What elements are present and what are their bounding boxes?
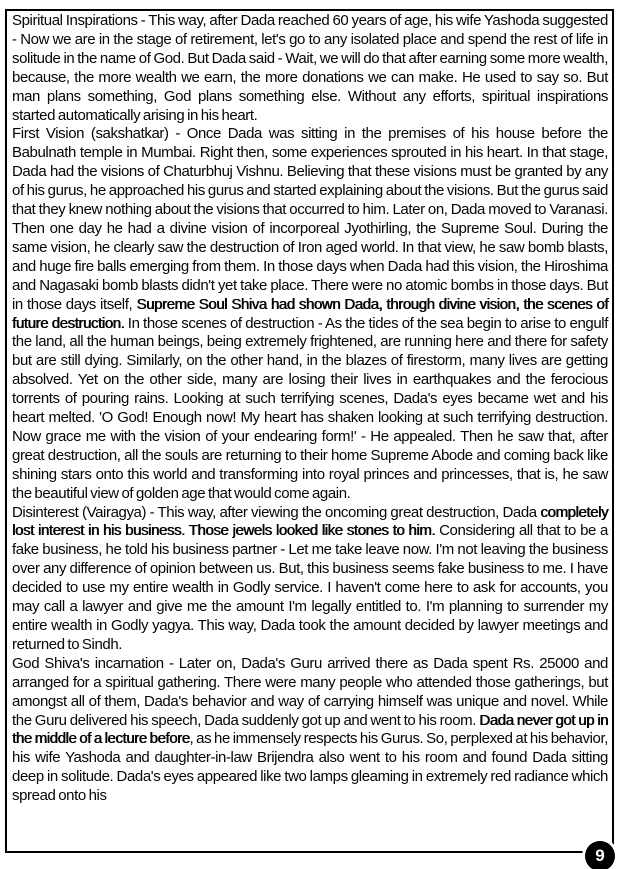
text-segment: - Later on, Dada's Guru arrived there as Dada spent Rs. 25000 and arranged for a spiritual gathering. There were many people who attended those gatherings, but amongst all of them, Dada's behavior and way of carrying himself was unique and novel. While the Guru delivered his speech, Dada suddenly got up and went to his room.: [12, 654, 608, 729]
paragraph: [12, 125, 608, 503]
paragraph: [12, 655, 608, 806]
text-segment: , as he immensely respects his Gurus. So, perplexed at his behavior, his wife Yashoda and daughter-in-law Brijendra also went to his room and found Dada sitting deep in solitude. Dada's eyes appeared like two lamps gleaming in extremely red radiance which spread onto his: [12, 730, 608, 805]
paragraph: [12, 504, 608, 655]
text-segment: completely lost interest in his business. Those jewels looked like stones to him.: [12, 503, 608, 540]
section-heading: Disinterest (Vairagya): [12, 503, 147, 521]
text-segment: Supreme Soul Shiva had shown Dada, through divine vision, the scenes of future destruction.: [12, 295, 608, 332]
text-segment: Considering all that to be a fake business, he told his business partner - Let me take leave now. I'm not leaving the business over any difference of opinion between us. But, this business seems fake business to me. I have decided to use my entire wealth in Godly service. I haven't come here to ask for accounts, you may call a lawyer and give me the amount I'm legally entitled to. I'm planning to surrender my entire wealth in Godly yagya. This way, Dada took the amount decided by lawyer meetings and returned to Sindh.: [12, 522, 608, 653]
paragraph: [12, 12, 608, 125]
text-segment: - Once Dada was sitting in the premises of his house before the Babulnath temple in Mumbai. Right then, some experiences sprouted in his heart. In that stage, Dada had the visions of Chaturbhuj Vishnu. Believing that these visions must be granted by any of his gurus, he approached his gurus and started explaining about the visions. But the gurus said that they knew nothing about the visions that occurred to him. Later on, Dada moved to Varanasi. Then one day he had a divine vision of incorporeal Jyothirling, the Supreme Soul. During the same vision, he clearly saw the destruction of Iron aged world. In that view, he saw bomb blasts, and huge fire balls emerging from them. In those days when Dada had this vision, the Hiroshima and Nagasaki bomb blasts didn't yet take place. There were no atomic bombs in those days. But in those days itself,: [12, 125, 608, 313]
text-segment: Dada never got up in the middle of a lecture before: [12, 711, 608, 748]
text-block: [12, 12, 608, 806]
section-heading: Spiritual Inspirations: [12, 12, 138, 29]
text-segment: In those scenes of destruction - As the tides of the sea begin to arise to engulf the land, all the human beings, being extremely frightened, are running here and there for safety but are still dying. Similarly, on the other hand, in the blazes of firestorm, many lives are getting absolved. Yet on the other side, many are losing their lives in earthquakes and the ferocious torrents of pouring rains. Looking at such terrifying scenes, Dada's eyes became wet and his heart melted. 'O God! Enough now! My heart has shaken looking at such terrifying destruction. Now grace me with the vision of your endearing form!' - He appealed. Then he saw that, after great destruction, all the souls are returning to their home Supreme Abode and coming back like shining stars onto this world and transforming into royal princes and princesses, that is, he saw the beautiful view of golden age that would come again.: [12, 314, 608, 502]
page-number-badge: [585, 841, 615, 869]
section-heading: God Shiva's incarnation: [12, 654, 164, 672]
section-heading: First Vision (sakshatkar): [12, 125, 169, 143]
page-number: 9: [595, 846, 605, 865]
text-segment: - This way, after viewing the oncoming great destruction, Dada: [146, 503, 541, 521]
page-border-frame: [5, 9, 614, 853]
text-segment: - This way, after Dada reached 60 years of age, his wife Yashoda suggested - Now we are in the stage of retirement, let's go to any isolated place and spend the rest of life in solitude in the name of God. But Dada said - Wait, we will do that after earning some more wealth, because, the more wealth we earn, the more donations we can make. He used to say so. But man plans something, God plans something else. Without any efforts, spiritual inspirations started automatically arising in his heart.: [12, 12, 608, 124]
